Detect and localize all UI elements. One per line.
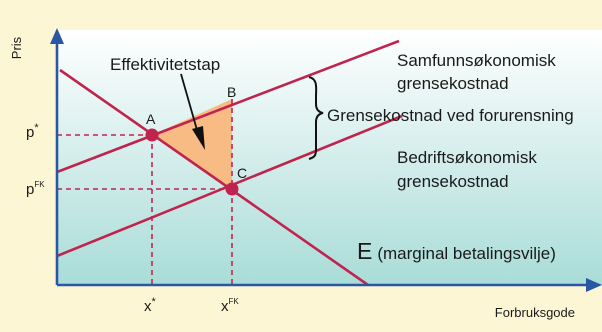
social-cost-label-line1: Samfunnsøkonomisk — [397, 51, 556, 70]
efficiency-loss-label: Effektivitetstap — [110, 55, 221, 74]
social-cost-label-line2: grensekostnad — [397, 74, 509, 93]
point-a-marker — [146, 129, 159, 142]
point-c-label: C — [237, 165, 248, 181]
x-tick-x-fk: $x^{FK}$ — [221, 297, 239, 315]
point-b-label: B — [227, 84, 237, 100]
y-tick-p-star: p* — [26, 122, 39, 141]
private-cost-label-line2: grensekostnad — [397, 172, 509, 191]
demand-label-text: (marginal betalingsvilje) — [377, 244, 556, 263]
private-cost-label-line1: Bedriftsøkonomisk — [397, 148, 537, 167]
demand-label-letter: E — [357, 238, 373, 264]
x-axis-title: Forbruksgode — [494, 305, 575, 320]
y-tick-p-fk: $p^{FK}$ — [26, 180, 45, 198]
x-tick-x-star: x* — [144, 296, 156, 315]
point-c-marker — [226, 183, 239, 196]
y-axis-title: Pris — [9, 36, 24, 60]
point-a-label: A — [146, 111, 156, 127]
pollution-cost-label: Grensekostnad ved forurensning — [327, 106, 574, 125]
